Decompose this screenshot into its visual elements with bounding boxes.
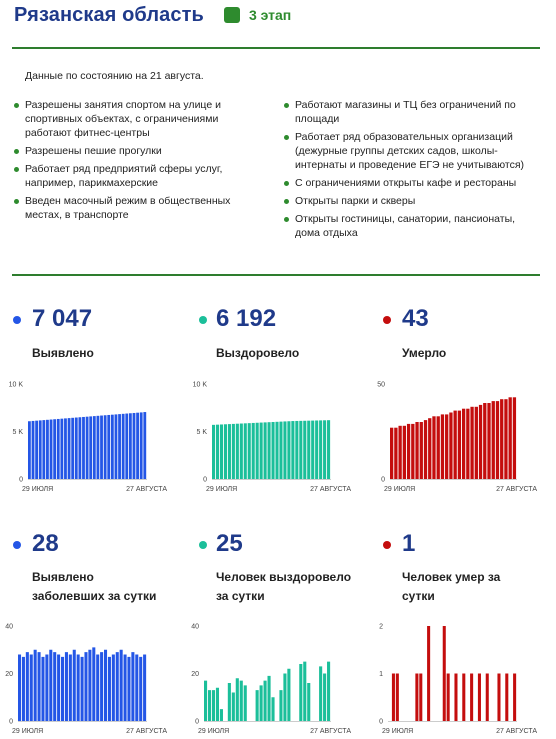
bar [69, 655, 72, 722]
chart-recovered-total [184, 376, 364, 500]
list-item: Введен масочный режим в общественных местах, в транспорте [14, 194, 259, 222]
x-end-label: 27 АВГУСТА [126, 486, 167, 493]
bar [432, 416, 435, 479]
bar [483, 403, 486, 479]
bar [120, 650, 123, 721]
bar [403, 426, 406, 479]
stat-label-deaths: Умерло [402, 346, 447, 360]
bar [509, 397, 512, 479]
x-start-label: 29 ИЮЛЯ [198, 728, 230, 735]
header [14, 2, 291, 28]
y-tick-label: 20 [191, 671, 199, 678]
list-item: Работает ряд предприятий сферы услуг, например, парикмахерские [14, 162, 259, 190]
bar [497, 674, 500, 722]
y-tick-label: 5 K [196, 429, 207, 436]
bar [92, 647, 95, 721]
bar [216, 688, 219, 721]
bar [244, 423, 247, 479]
y-tick-label: 0 [195, 718, 199, 726]
bar [75, 418, 78, 479]
bar [428, 418, 431, 479]
bar [420, 422, 423, 479]
bar [208, 690, 211, 721]
bar [323, 420, 326, 479]
bar [295, 421, 298, 479]
bar [61, 657, 64, 721]
bar [454, 411, 457, 479]
list-item: Открыты парки и скверы [284, 194, 534, 208]
bar [212, 425, 215, 479]
bar [303, 662, 306, 721]
list-item: Разрешены пешие прогулки [14, 144, 259, 158]
y-tick-label: 40 [191, 623, 199, 631]
bar [443, 626, 446, 721]
bar [118, 414, 121, 479]
bar [86, 417, 89, 479]
bar [82, 417, 85, 479]
bar [500, 399, 503, 479]
y-tick-label: 5 K [12, 429, 23, 436]
bar [268, 422, 271, 479]
bar [486, 674, 489, 722]
stage-square-icon [224, 7, 240, 23]
bar [424, 420, 427, 479]
left-restrictions-list [14, 98, 259, 226]
list-item: Разрешены занятия спортом на улице и спортивных объектах, с ограничениями работают фитнес-центры [14, 98, 259, 140]
stat-label-daily-recovered: Человек выздоровело за сутки [216, 570, 352, 603]
stat-value-deaths: 43 [402, 305, 429, 332]
bar [311, 421, 314, 479]
bar [487, 403, 490, 479]
bar [240, 681, 243, 721]
bar [283, 421, 286, 479]
bar [327, 662, 330, 721]
x-start-label: 29 ИЮЛЯ [22, 486, 54, 493]
bar [458, 411, 461, 479]
bar [492, 401, 495, 479]
bar [140, 412, 143, 479]
bar [104, 650, 107, 721]
bar [449, 413, 452, 480]
chart-deaths-total [370, 376, 550, 500]
stat-value-recovered: 6 192 [216, 305, 277, 332]
bar [68, 418, 71, 479]
bar [470, 674, 473, 722]
bar [513, 397, 516, 479]
bar [504, 399, 507, 479]
bar [45, 655, 48, 722]
stat-label-daily-detected: Выявлено заболевших за сутки [32, 570, 157, 603]
y-tick-label: 10 K [8, 381, 23, 389]
y-tick-label: 0 [203, 476, 207, 484]
bar [41, 657, 44, 721]
bar [28, 421, 31, 479]
x-end-label: 27 АВГУСТА [496, 728, 537, 735]
bar [129, 413, 132, 479]
stage-label: 3 этап [248, 7, 292, 23]
bar [220, 709, 223, 721]
y-tick-label: 0 [379, 718, 383, 726]
bar [232, 693, 235, 722]
bar [216, 425, 219, 479]
bar [505, 674, 508, 722]
bar [60, 419, 63, 479]
bar [323, 674, 326, 722]
bar [513, 674, 516, 722]
bar [392, 674, 395, 722]
bar [115, 414, 118, 479]
region-title: Рязанская область [14, 3, 204, 26]
bar [279, 690, 282, 721]
stat-value-detected: 7 047 [32, 305, 93, 332]
bar [411, 424, 414, 479]
bar [327, 420, 330, 479]
stat-dot-icon [383, 316, 391, 324]
bar [131, 652, 134, 721]
bar [236, 678, 239, 721]
bar [437, 416, 440, 479]
bar [228, 683, 231, 721]
bar [445, 414, 448, 479]
bar [30, 655, 33, 722]
bar [283, 674, 286, 722]
bar [470, 407, 473, 479]
y-tick-label: 40 [5, 623, 13, 631]
bar [35, 421, 38, 479]
list-item: Работает ряд образовательных организаций (дежурные группы детских садов, школы-интернаты и проведение ЕГЭ не учитываются) [284, 130, 534, 172]
bar [42, 420, 45, 479]
bar [271, 697, 274, 721]
bar [279, 422, 282, 479]
bar [415, 674, 418, 722]
bar [34, 650, 37, 721]
bar [107, 415, 110, 479]
bar [478, 674, 481, 722]
bar [319, 420, 322, 479]
x-end-label: 27 АВГУСТА [310, 486, 351, 493]
bar [73, 650, 76, 721]
bar [441, 414, 444, 479]
bar [264, 422, 267, 479]
bar [135, 655, 138, 722]
bar [39, 420, 42, 479]
bar [396, 674, 399, 722]
stat-value-daily-deaths: 1 [402, 530, 416, 557]
bar [287, 669, 290, 721]
bar [447, 674, 450, 722]
bar [139, 657, 142, 721]
bar [22, 657, 25, 721]
bar [133, 413, 136, 479]
bar [38, 652, 41, 721]
x-start-label: 29 ИЮЛЯ [384, 486, 416, 493]
bar [104, 415, 107, 479]
stat-dot-icon [13, 316, 21, 324]
bar [475, 407, 478, 479]
bar [96, 655, 99, 722]
bar [462, 409, 465, 479]
y-tick-label: 0 [381, 476, 385, 484]
bar [264, 681, 267, 721]
bar [454, 674, 457, 722]
bar [236, 424, 239, 479]
bar [143, 412, 146, 479]
bar [307, 683, 310, 721]
bar [419, 674, 422, 722]
bar [136, 413, 139, 479]
stat-value-daily-detected: 28 [32, 530, 59, 557]
chart-detected-total [0, 376, 180, 500]
bar [204, 681, 207, 721]
bar [100, 416, 103, 479]
bar [124, 655, 127, 722]
bar [299, 664, 302, 721]
bar [64, 418, 67, 479]
bar [228, 424, 231, 479]
bar [108, 657, 111, 721]
bar [240, 424, 243, 479]
bar [462, 674, 465, 722]
bar [57, 419, 60, 479]
bar [18, 655, 21, 722]
bar [32, 421, 35, 479]
bar [275, 422, 278, 479]
bar [248, 423, 251, 479]
bar [398, 426, 401, 479]
bar [256, 690, 259, 721]
chart-daily-recovered [184, 620, 364, 739]
bar [53, 652, 56, 721]
bar [390, 428, 393, 479]
bar [303, 421, 306, 479]
data-date-note: Данные по состоянию на 21 августа. [25, 70, 204, 82]
list-item: С ограничениями открыты кафе и рестораны [284, 176, 534, 190]
bar [84, 652, 87, 721]
bar [244, 685, 247, 721]
bar [116, 652, 119, 721]
bar [291, 421, 294, 479]
right-restrictions-list [284, 98, 534, 244]
chart-daily-detected [0, 620, 180, 739]
bar [287, 421, 290, 479]
bar [77, 655, 80, 722]
bar [307, 421, 310, 479]
stat-dot-icon [13, 541, 21, 549]
bar [46, 420, 49, 479]
bar [479, 405, 482, 479]
stat-dot-icon [199, 316, 207, 324]
bar [272, 422, 275, 479]
bar [260, 423, 263, 479]
bar [100, 652, 103, 721]
bar [127, 657, 130, 721]
bar [466, 409, 469, 479]
bar [122, 414, 125, 479]
bar [415, 422, 418, 479]
bar [407, 424, 410, 479]
stat-label-daily-deaths: Человек умер за сутки [402, 570, 501, 603]
y-tick-label: 0 [9, 718, 13, 726]
bar [88, 650, 91, 721]
x-end-label: 27 АВГУСТА [126, 728, 167, 735]
bar [212, 690, 215, 721]
bar [97, 416, 100, 479]
y-tick-label: 10 K [192, 381, 207, 389]
bar [220, 424, 223, 479]
y-tick-label: 2 [379, 623, 383, 631]
x-end-label: 27 АВГУСТА [496, 486, 537, 493]
bar [224, 424, 227, 479]
bar [319, 666, 322, 721]
bar [427, 626, 430, 721]
y-tick-label: 1 [379, 671, 383, 678]
x-end-label: 27 АВГУСТА [310, 728, 351, 735]
bar [252, 423, 255, 479]
bar [232, 424, 235, 479]
bar [26, 652, 29, 721]
bar [89, 416, 92, 479]
stat-dot-icon [199, 541, 207, 549]
bar [394, 428, 397, 479]
bar [125, 414, 128, 479]
y-tick-label: 0 [19, 476, 23, 484]
bar [81, 657, 84, 721]
stat-dot-icon [383, 541, 391, 549]
stat-label-recovered: Выздоровело [216, 346, 300, 360]
bar [78, 417, 81, 479]
bar [299, 421, 302, 479]
bar [53, 419, 56, 479]
bar [268, 676, 271, 721]
bar [111, 415, 114, 479]
bar [71, 418, 74, 479]
bar [112, 655, 115, 722]
x-start-label: 29 ИЮЛЯ [206, 486, 238, 493]
bar [143, 655, 146, 722]
top-divider [12, 47, 540, 49]
bar [496, 401, 499, 479]
stat-value-daily-recovered: 25 [216, 530, 243, 557]
chart-daily-deaths [370, 620, 550, 739]
bar [93, 416, 96, 479]
bar [50, 420, 53, 479]
x-start-label: 29 ИЮЛЯ [382, 728, 414, 735]
y-tick-label: 50 [377, 381, 385, 389]
bar [49, 650, 52, 721]
bar [260, 685, 263, 721]
middle-divider [12, 274, 540, 276]
bar [65, 652, 68, 721]
y-tick-label: 20 [5, 671, 13, 678]
bar [256, 423, 259, 479]
x-start-label: 29 ИЮЛЯ [12, 728, 44, 735]
list-item: Работают магазины и ТЦ без ограничений по площади [284, 98, 534, 126]
bar [57, 655, 60, 722]
stat-label-detected: Выявлено [32, 346, 94, 360]
list-item: Открыты гостиницы, санатории, пансионаты, дома отдыха [284, 212, 534, 240]
bar [315, 420, 318, 479]
